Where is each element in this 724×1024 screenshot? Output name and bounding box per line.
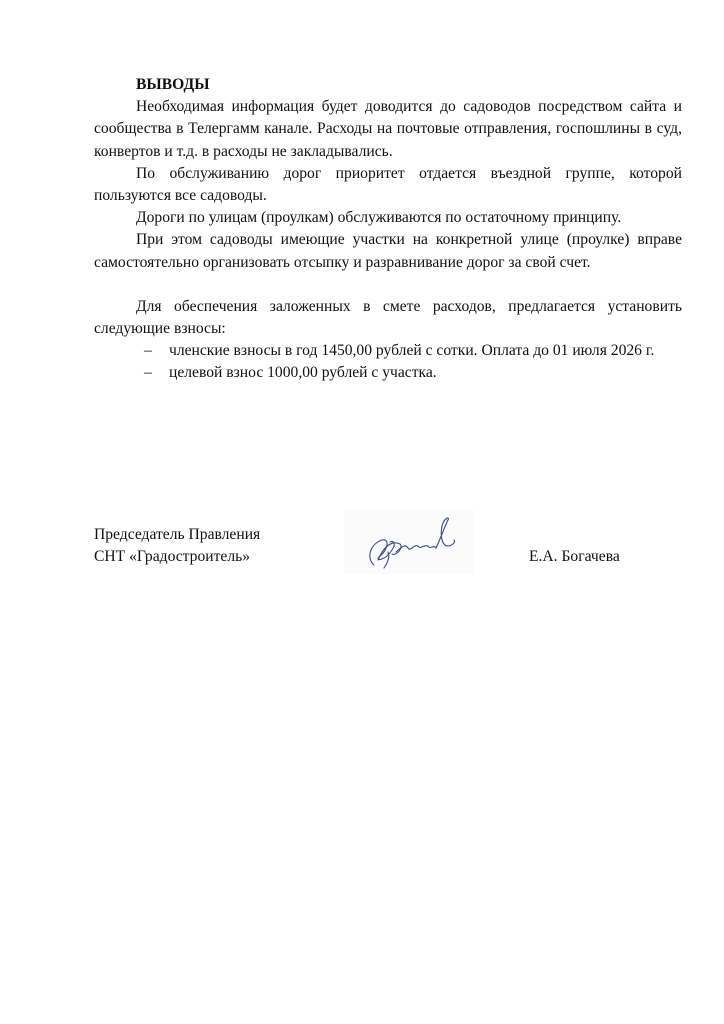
document-body xyxy=(94,74,682,385)
fee-item-target xyxy=(94,362,682,384)
dash-bullet: – xyxy=(144,342,152,360)
paragraph-self-maintenance: При этом садоводы имеющие участки на конкретной улице (проулке) вправе самостоятельно организовать отсыпку и разравнивание дорог за свой счет. xyxy=(94,231,682,271)
signatory-position xyxy=(94,524,260,568)
dash-bullet: – xyxy=(144,364,152,382)
fee-text: членские взносы в год 1450,00 рублей с сотки. Оплата до 01 июля 2026 г. xyxy=(169,342,655,360)
signature-block xyxy=(94,524,682,584)
paragraph-road-priority: По обслуживанию дорог приоритет отдается въездной группе, которой пользуются все садоводы. xyxy=(94,164,682,205)
organization-name: СНТ «Градостроитель» xyxy=(94,548,251,566)
position-title: Председатель Правления xyxy=(94,526,261,543)
paragraph-fees-intro: Для обеспечения заложенных в смете расходов, предлагается установить следующие взносы: xyxy=(94,297,682,338)
signature-icon xyxy=(344,510,474,574)
signatory-name: Е.А. Богачева xyxy=(529,548,620,565)
fee-item-membership xyxy=(94,340,682,362)
paragraph-streets: Дороги по улицам (проулкам) обслуживаются по остаточному принципу. xyxy=(136,209,622,227)
handwritten-signature xyxy=(344,510,474,574)
fees-list xyxy=(94,340,682,384)
paragraph-information: Необходимая информация будет доводится до садоводов посредством сайта и сообщества в Телергамм канале. Расходы на почтовые отправления, госпошлины в суд, конвертов и т.д. в расходы не закладывались. xyxy=(94,98,682,160)
section-heading: ВЫВОДЫ xyxy=(136,76,210,93)
fee-text: целевой взнос 1000,00 рублей с участка. xyxy=(169,364,437,382)
spacer xyxy=(94,274,682,296)
